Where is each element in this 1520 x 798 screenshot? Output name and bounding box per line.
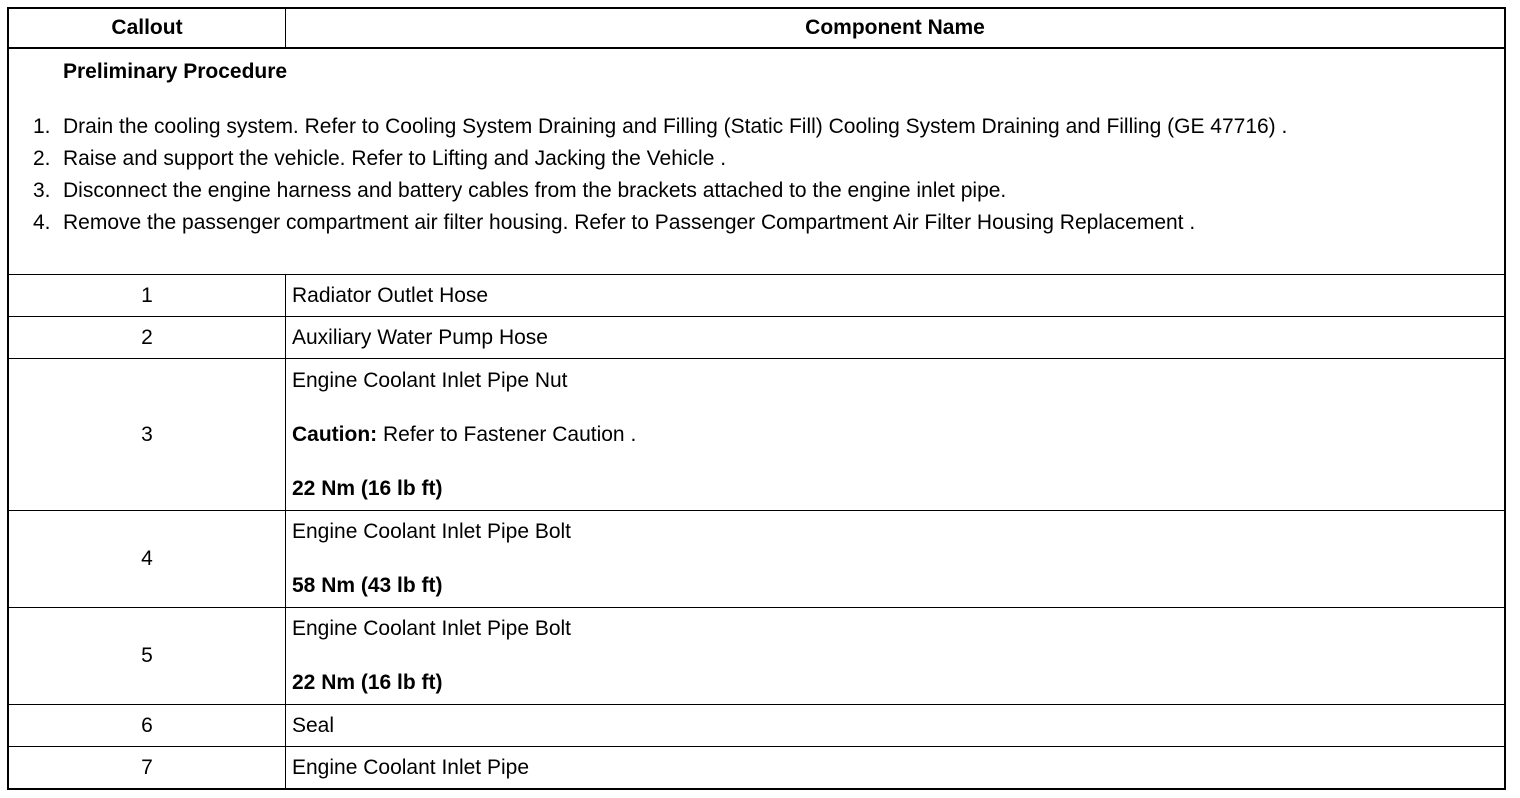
table-header-row	[9, 9, 1504, 49]
component-name: Engine Coolant Inlet Pipe Bolt	[292, 617, 572, 640]
callout-cell: 6	[9, 705, 286, 746]
torque-spec: 22 Nm (16 lb ft)	[292, 476, 443, 500]
caution-label: Caution:	[292, 422, 378, 446]
caution-text: Refer to Fastener Caution .	[377, 422, 637, 446]
torque-spec: 22 Nm (16 lb ft)	[292, 671, 443, 694]
table-row	[9, 747, 1504, 789]
step-text: Raise and support the vehicle. Refer to Lifting and Jacking the Vehicle .	[63, 147, 727, 170]
header-callout: Callout	[9, 9, 286, 47]
component-cell	[286, 705, 1504, 746]
table-row	[9, 359, 1504, 511]
component-name: Radiator Outlet Hose	[292, 283, 489, 307]
component-cell	[286, 608, 1504, 704]
procedure-step	[33, 113, 1474, 141]
component-cell	[286, 317, 1504, 358]
table-row	[9, 317, 1504, 359]
step-number: 1.	[33, 115, 51, 138]
table-row	[9, 608, 1504, 705]
procedure-step	[33, 209, 1474, 237]
component-cell	[286, 747, 1504, 789]
step-text: Remove the passenger compartment air filter housing. Refer to Passenger Compartment Air Filter Housing Replacement .	[63, 211, 1196, 234]
step-number: 3.	[33, 179, 51, 202]
component-name: Seal	[292, 713, 335, 737]
table-row	[9, 705, 1504, 747]
procedure-step	[33, 177, 1474, 205]
step-text: Disconnect the engine harness and battery cables from the brackets attached to the engine inlet pipe.	[63, 179, 1007, 202]
component-cell	[286, 511, 1504, 607]
callout-cell: 1	[9, 275, 286, 316]
callout-cell: 3	[9, 359, 286, 510]
step-number: 4.	[33, 211, 51, 234]
component-cell	[286, 359, 1504, 510]
component-name: Engine Coolant Inlet Pipe Nut	[292, 368, 568, 392]
caution-note	[292, 422, 1504, 448]
component-name: Auxiliary Water Pump Hose	[292, 325, 548, 349]
callout-cell: 7	[9, 747, 286, 789]
callout-cell: 2	[9, 317, 286, 358]
callout-cell: 4	[9, 511, 286, 607]
header-component-name: Component Name	[805, 16, 985, 39]
preliminary-procedure	[9, 49, 1504, 275]
table-row	[9, 275, 1504, 317]
component-name: Engine Coolant Inlet Pipe	[292, 756, 529, 779]
torque-spec: 58 Nm (43 lb ft)	[292, 574, 443, 597]
component-name: Engine Coolant Inlet Pipe Bolt	[292, 520, 572, 543]
step-number: 2.	[33, 147, 51, 170]
callout-cell: 5	[9, 608, 286, 704]
component-cell	[286, 275, 1504, 316]
procedure-steps	[33, 113, 1474, 237]
procedure-step	[33, 145, 1474, 173]
preliminary-title: Preliminary Procedure	[63, 60, 288, 83]
component-table	[7, 7, 1506, 790]
step-text: Drain the cooling system. Refer to Cooling System Draining and Filling (Static Fill) Cooling System Draining and Filling (GE 47716) .	[63, 115, 1288, 138]
table-row	[9, 511, 1504, 608]
